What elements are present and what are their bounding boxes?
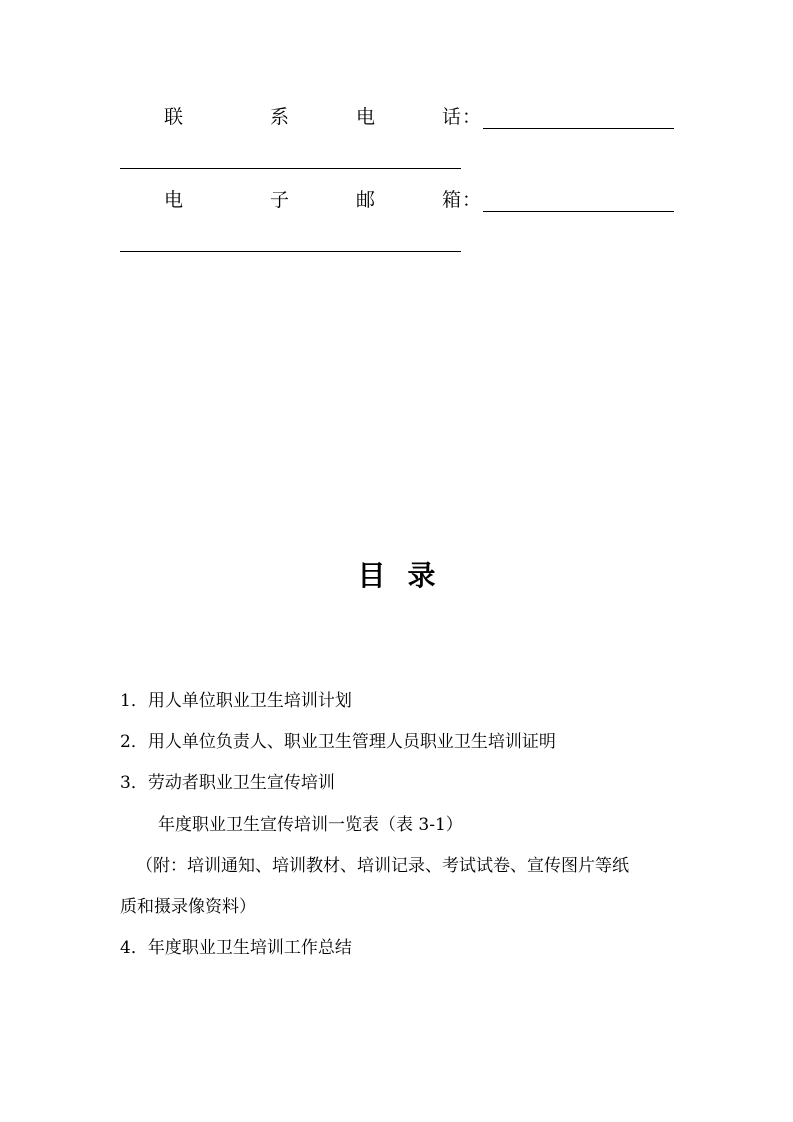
toc-item-3: 3．劳动者职业卫生宣传培训 — [120, 773, 335, 793]
phone-label-char-1: 联 — [164, 106, 184, 128]
toc-subitem-3-1: 年度职业卫生宣传培训一览表（表 3-1） — [158, 815, 463, 835]
phone-continuation-line[interactable] — [120, 168, 461, 169]
toc-note-line-2: 质和摄录像资料） — [120, 897, 256, 917]
email-label-char-4: 箱 — [442, 189, 462, 211]
phone-label-char-4: 话 — [442, 106, 462, 128]
email-label-char-2: 子 — [270, 189, 290, 211]
email-continuation-line[interactable] — [120, 251, 461, 252]
email-label-char-1: 电 — [164, 189, 184, 211]
email-row — [120, 185, 675, 215]
toc-item-2: 2．用人单位负责人、职业卫生管理人员职业卫生培训证明 — [120, 732, 556, 752]
toc-item-1: 1．用人单位职业卫生培训计划 — [120, 691, 352, 711]
phone-fill-line[interactable] — [483, 128, 674, 129]
email-colon: ： — [462, 189, 482, 211]
toc-title: 目录 — [357, 559, 458, 592]
phone-colon: ： — [462, 106, 482, 128]
toc-note-line-1: （附：培训通知、培训教材、培训记录、考试试卷、宣传图片等纸 — [136, 856, 629, 876]
toc-item-4: 4．年度职业卫生培训工作总结 — [120, 938, 352, 958]
email-label-char-3: 邮 — [356, 189, 376, 211]
phone-label-char-3: 电 — [356, 106, 376, 128]
phone-label-char-2: 系 — [270, 106, 290, 128]
phone-row — [120, 102, 675, 132]
email-fill-line[interactable] — [483, 211, 674, 212]
